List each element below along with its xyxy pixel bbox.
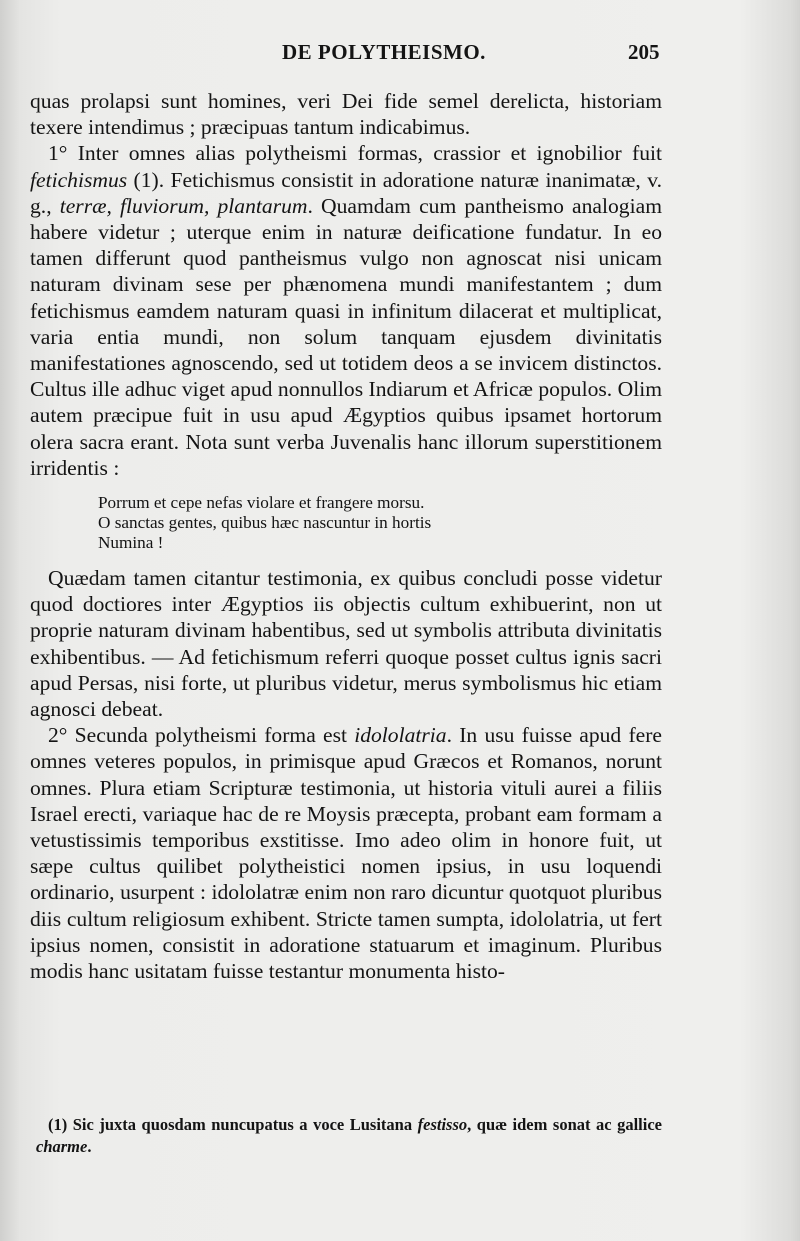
footnote-term-festisso: festisso [417,1115,468,1134]
footnotes [36,1114,662,1158]
term-idololatria: idololatria [354,723,447,748]
page-number: 205 [628,40,660,64]
quote-line: Porrum et cepe nefas violare et frangere morsu. [98,493,425,513]
footnote-text: (1) Sic juxta quosdam nuncupatus a voce Lusitana [48,1115,418,1134]
paragraph-testimonia: Quædam tamen citantur testimonia, ex quibus concludi posse videtur quod doctiores inter Ægyptios iis objectis cultum exhibuerint, non ut proprie naturam divinam habentibus, sed ut symbolis attributa divinitatis exhibentibus. — Ad fetichismum referri quoque posset cultus ignis sacri apud Persas, nisi forte, ut pluribus videtur, merus symbolismus hic etiam agnosci debeat. [30,566,662,722]
footnote-term-charme: charme [36,1137,88,1156]
quote-line: Numina ! [98,533,164,553]
running-title: DE POLYTHEISMO. [282,40,486,64]
text-run: . Quamdam cum pantheismo analogiam habere videtur ; uterque enim in naturæ deificatione fundatur. In eo tamen differunt quod pantheismus vulgo non agnoscat nisi unicam naturam divinam sese per phænomena mundi manifestantem ; dum fetichismus eamdem naturam quasi in infinitum dilacerat et multiplicat, varia entia mundi, non solum tanquam ejusdem divinitatis manifestationes agnoscendo, sed ut totidem deos a se invicem distinctos. Cultus ille adhuc viget apud nonnullos Indiarum et Africæ populos. Olim autem præcipue fuit in usu apud Ægyptios quibus ipsamet hortorum olera sacra erant. Nota sunt verba Juvenalis hanc illorum superstitionem irridentis : [30,193,662,480]
text-run: . In usu fuisse apud fere omnes veteres populos, in primisque apud Græcos et Romanos, norunt omnes. Plura etiam Scripturæ testimonia, ut historia vituli aurei a filiis Israel erecti, variaque hac de re Moysis præcepta, probant eam formam a vetustissimis temporibus exstitisse. Imo adeo olim in honore fuit, ut sæpe cultus quilibet polytheistici nomen ipsius, in usu loquendi ordinario, usurpent : idololatræ enim non raro dicuntur quotquot pluribus diis cultum religiosum exhibent. Stricte tamen sumpta, idololatria, ut fert ipsius nomen, consistit in adoratione statuarum et imaginum. Pluribus modis hanc usitatam fuisse testantur monumenta histo- [30,723,663,984]
quote-line: O sanctas gentes, quibus hæc nascuntur in hortis [98,513,432,533]
paragraph-idololatria [30,722,662,984]
body-text [30,88,662,984]
text-run: 1° Inter omnes alias polytheismi formas, crassior et ignobilior fuit [48,141,662,166]
term-fetichismus: fetichismus [30,167,128,192]
term-examples: terræ, fluviorum, plantarum [59,193,308,218]
footnote-1 [36,1114,662,1158]
juvenal-quote [98,493,662,553]
footnote-text: . [87,1137,92,1156]
text-run: (1). Fetichismus consistit in adoratione naturæ inanimatæ, v. g., [30,167,662,218]
text-run: 2° Secunda polytheismi forma est [48,723,355,748]
footnote-text: , quæ idem sonat ac gallice [467,1115,662,1134]
paragraph-continuation: quas prolapsi sunt homines, veri Dei fide semel derelicta, historiam texere intendimus ; præcipuas tantum indicabimus. [30,89,662,140]
paragraph-fetichismus [30,140,662,481]
page-header [30,40,670,70]
